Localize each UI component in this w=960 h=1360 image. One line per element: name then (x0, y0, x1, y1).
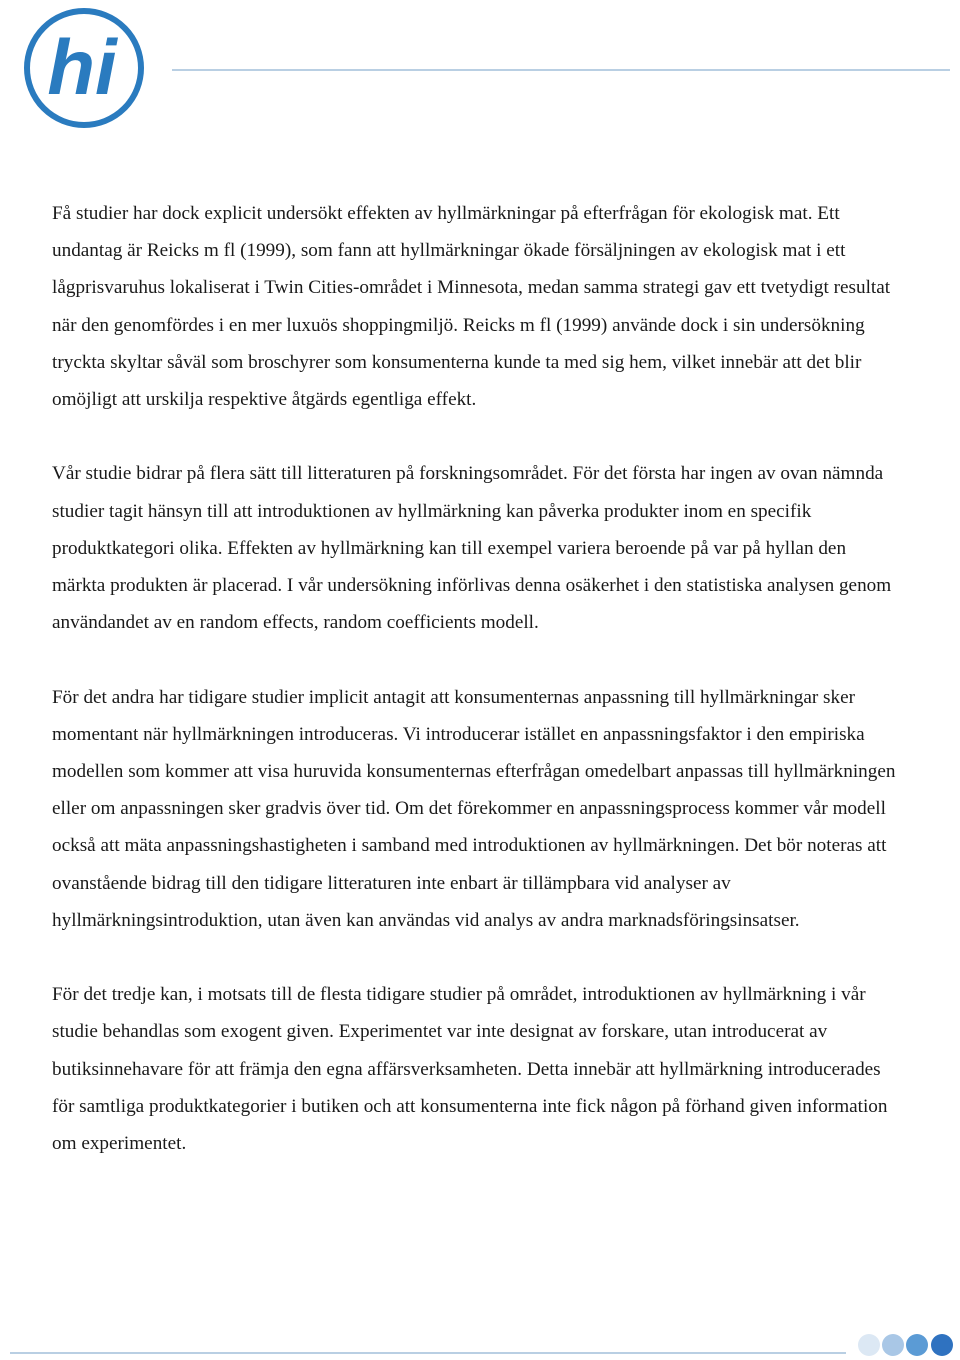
paragraph: För det andra har tidigare studier implicit antagit att konsumenternas anpassning till hyllmärkningar sker momentant när hyllmärkningen introduceras. Vi introducerar istället en anpassningsfaktor i den empiriska modellen som kommer att visa huruvida konsumenternas efterfrågan omedelbart anpassas till hyllmärkningen eller om anpassningen sker gradvis över tid. Om det förekommer en anpassningsprocess kommer vår modell också att mäta anpassningshastigheten i samband med introduktionen av hyllmärkningen. Det bör noteras att ovanstående bidrag till den tidigare litteraturen inte enbart är tillämpbara vid analyser av hyllmärkningsintroduktion, utan även kan användas vid analys av andra marknadsföringsinsatser. (52, 686, 896, 931)
header-rule (172, 69, 950, 71)
paragraph: Få studier har dock explicit undersökt effekten av hyllmärkningar på efterfrågan för ekologisk mat. Ett undantag är Reicks m fl (1999), som fann att hyllmärkningar ökade försäljningen av ekologisk mat i ett lågprisvaruhus lokaliserat i Twin Cities-området i Minnesota, medan samma strategi gav ett tvetydigt resultat när den genomfördes i en mer luxuös shoppingmiljö. Reicks m fl (1999) använde dock i sin undersökning tryckta skyltar såväl som broschyrer som konsumenterna kunde ta med sig hem, vilket innebär att det blir omöjligt att urskilja respektive åtgärds egentliga effekt. (52, 203, 891, 411)
footer-rule (10, 1352, 846, 1354)
paragraph: För det tredje kan, i motsats till de flesta tidigare studier på området, introduktionen av hyllmärkning i vår studie behandlas som exogent given. Experimentet var inte designat av forskare, utan introducerat av butiksinnehavare för att främja den egna affärsverksamheten. Detta innebär att hyllmärkning introducerades för samtliga produktkategorier i butiken och att konsumenterna inte fick någon på förhand given information om experimentet. (52, 984, 888, 1155)
footer-dot (906, 1334, 928, 1356)
footer-dots-decoration (855, 1331, 957, 1359)
svg-text:hi: hi (47, 23, 117, 111)
paragraph: Vår studie bidrar på flera sätt till litteraturen på forskningsområdet. För det första har ingen av ovan nämnda studier tagit hänsyn till att introduktionen av hyllmärkning kan påverka produkter inom en specifik produktkategori olika. Effekten av hyllmärkning kan till exempel variera beroende på var på hyllan den märkta produkten är placerad. I vår undersökning införlivas denna osäkerhet i den statistiska analysen genom användandet av en random effects, random coefficients modell. (52, 463, 892, 634)
hi-logo (22, 6, 146, 130)
footer-dot (882, 1334, 904, 1356)
footer-dot (931, 1334, 953, 1356)
document-body (52, 195, 902, 1162)
footer-dot (858, 1334, 880, 1356)
